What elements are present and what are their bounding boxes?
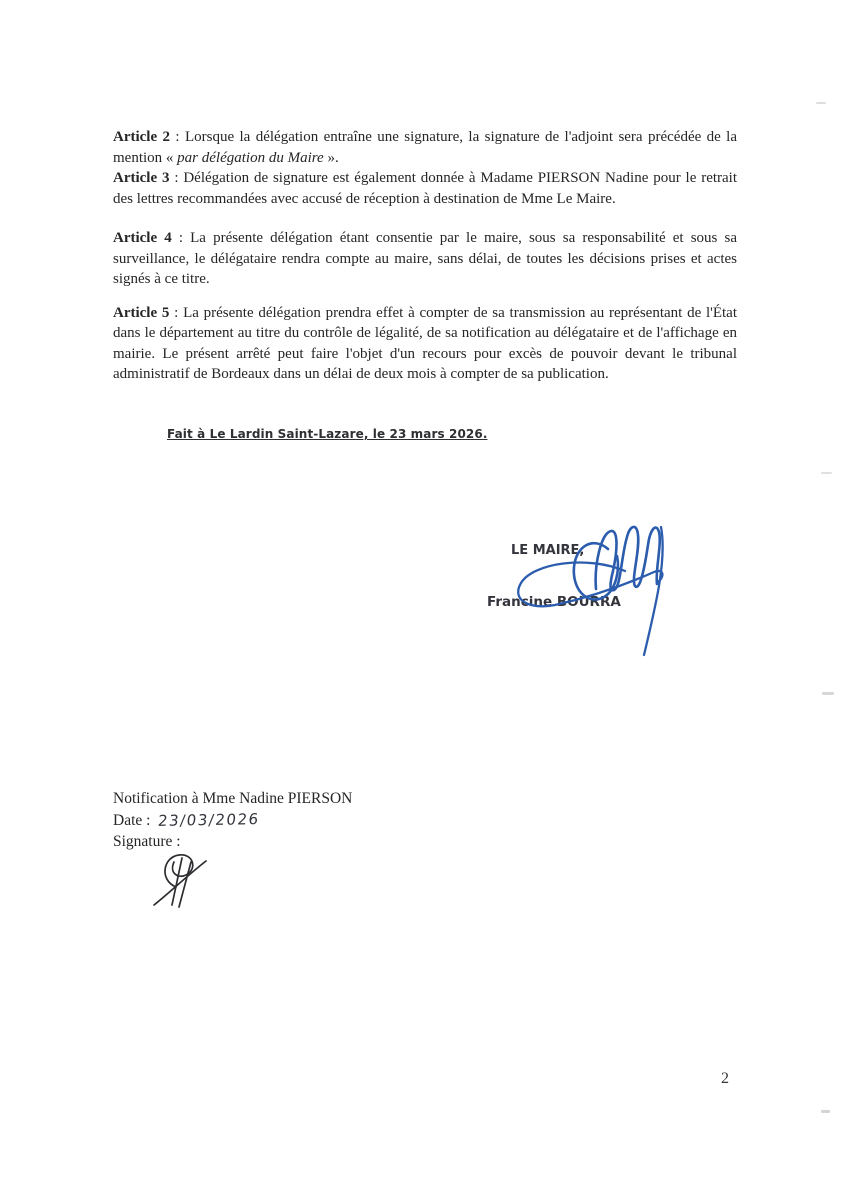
page-number: 2 — [721, 1070, 729, 1087]
notification-date-row — [113, 810, 352, 832]
notification-recipient-line: Notification à Mme Nadine PIERSON — [113, 790, 353, 807]
handwritten-date-value: 23/03/2026 — [157, 809, 262, 830]
scan-artifact — [816, 102, 826, 104]
article-4-text: La présente délégation étant consentie par le maire, sous sa responsabilité et sous sa surveillance, le délégataire rendra compte au maire, sans délai, de toutes les décisions prises et actes signés à ce titre. — [113, 230, 737, 287]
article-4-paragraph — [113, 228, 737, 290]
notification-date-label: Date : — [113, 811, 151, 829]
article-3-label: Article 3 — [113, 170, 170, 186]
document-body — [113, 127, 737, 385]
article-2-label: Article 2 — [113, 129, 171, 145]
article-5-separator: : — [169, 304, 184, 321]
recipient-handwritten-initials — [146, 849, 210, 911]
notification-block — [113, 788, 352, 853]
article-3-text: Délégation de signature est également donnée à Madame PIERSON Nadine pour le retrait des lettres recommandées avec accusé de réception à destination de Mme Le Maire. — [113, 170, 738, 207]
mayor-handwritten-signature — [475, 509, 675, 669]
article-3-separator: : — [169, 170, 184, 186]
scan-artifact — [821, 1110, 830, 1113]
notification-signature-label: Signature : — [113, 833, 181, 850]
scan-artifact — [821, 472, 832, 474]
article-3-paragraph — [113, 168, 737, 209]
signer-name: Francine BOURRA — [487, 594, 621, 610]
article-2-text-end: ». — [323, 149, 339, 166]
article-4-separator: : — [171, 230, 191, 246]
article-5-paragraph — [113, 303, 737, 385]
execution-date-line: Fait à Le Lardin Saint-Lazare, le 23 mars 2026. — [167, 427, 488, 441]
article-5-label: Article 5 — [113, 304, 170, 321]
article-5-text: La présente délégation prendra effet à compter de sa transmission au représentant de l'État dans le département au titre du contrôle de légalité, de sa notification au délégataire et de l'affichage en mairie. Le présent arrêté peut faire l'objet d'un recours pour excès de pouvoir devant le tribunal administratif de Bordeaux dans un délai de deux mois à compter de sa publication. — [113, 304, 738, 382]
article-2-italic-mention: par délégation du Maire — [177, 149, 324, 166]
scan-artifact — [822, 692, 834, 695]
article-4-label: Article 4 — [113, 230, 172, 246]
article-2-text: Lorsque la délégation entraîne une signature, la signature de l'adjoint sera précédée de la mention « — [113, 129, 738, 166]
signer-title: LE MAIRE, — [511, 543, 585, 558]
article-2-separator: : — [170, 129, 185, 145]
article-2-paragraph — [113, 127, 737, 168]
